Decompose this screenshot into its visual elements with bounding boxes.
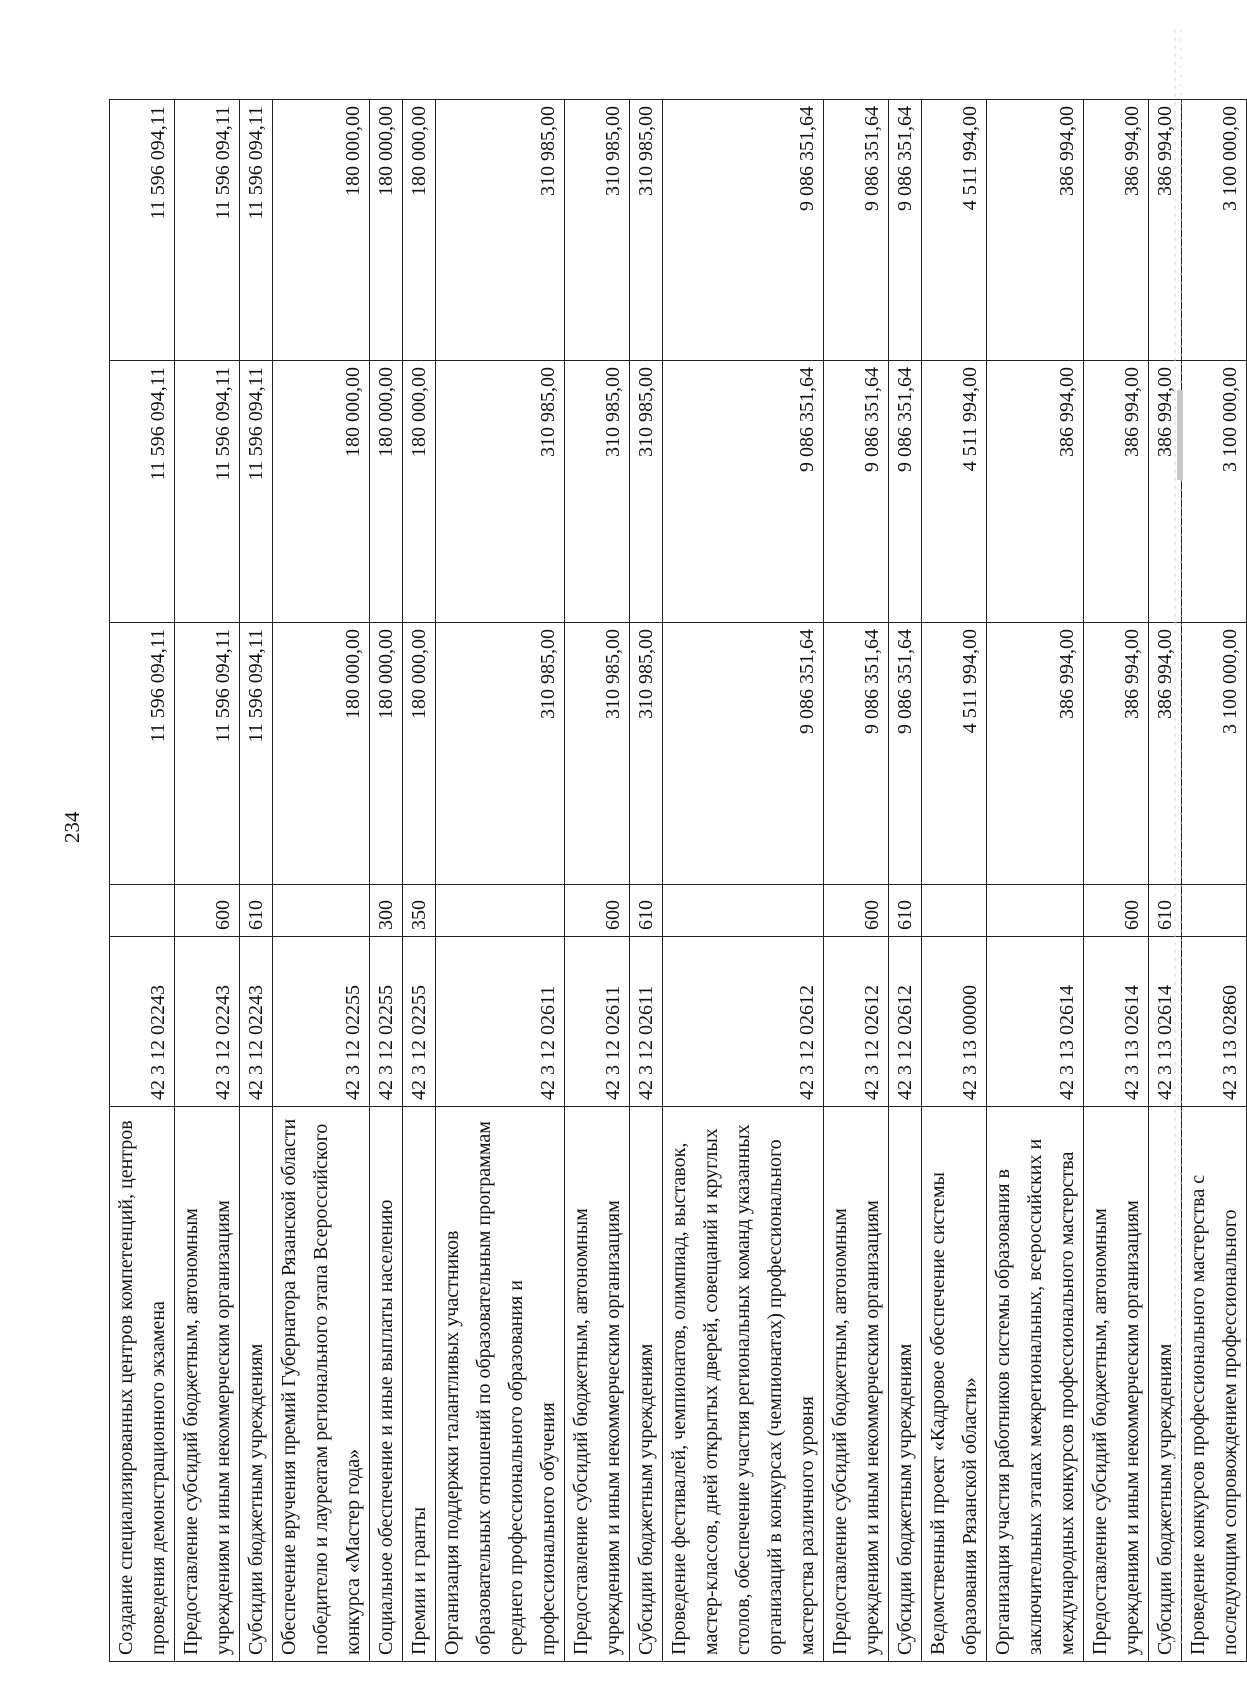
row-name-cell: Обеспечение вручения премий Губернатора Рязанской области победителю и лауреатам регионального этапа Всероссийского конкурса «Мастер года»: [273, 1107, 370, 1662]
row-value-2-cell: 310 985,00: [436, 361, 565, 623]
row-name-cell: Предоставление субсидий бюджетным, автономным учреждениям и иным некоммерческим организациям: [175, 1107, 240, 1662]
table-row: [889, 100, 922, 1662]
row-code-cell: 42 3 13 02860: [1182, 937, 1247, 1107]
table-row: [630, 100, 663, 1662]
budget-table: [109, 99, 1247, 1662]
page-number: 234: [60, 811, 84, 843]
row-expense-type-cell: [987, 885, 1084, 937]
row-value-1-cell: 310 985,00: [565, 623, 630, 885]
row-value-1-cell: 9 086 351,64: [889, 623, 922, 885]
row-name-cell: Предоставление субсидий бюджетным, автономным учреждениям и иным некоммерческим организациям: [824, 1107, 889, 1662]
row-name-cell: Субсидии бюджетным учреждениям: [1149, 1107, 1182, 1662]
row-name-cell: Проведение конкурсов профессионального мастерства с последующим сопровождением профессионального: [1182, 1107, 1247, 1662]
row-value-1-cell: 386 994,00: [1149, 623, 1182, 885]
row-expense-type-cell: 300: [370, 885, 403, 937]
table-row: [110, 100, 175, 1662]
row-name-cell: Организация поддержки талантливых участников образовательных отношений по образовательным программам среднего профессионального образования и профессионального обучения: [436, 1107, 565, 1662]
row-code-cell: 42 3 12 02612: [663, 937, 824, 1107]
row-value-2-cell: 180 000,00: [370, 361, 403, 623]
row-value-3-cell: 11 596 094,11: [110, 100, 175, 361]
row-value-2-cell: 11 596 094,11: [110, 361, 175, 623]
row-name-cell: Проведение фестивалей, чемпионатов, олимпиад, выставок, мастер-классов, дней открытых дверей, совещаний и круглых столов, обеспечение участия региональных команд указанных организаций в конкурсах (чемпионатах) профессионального мастерства различного уровня: [663, 1107, 824, 1662]
row-code-cell: 42 3 12 02612: [889, 937, 922, 1107]
row-value-2-cell: 9 086 351,64: [889, 361, 922, 623]
table-row: [1182, 100, 1247, 1662]
row-value-1-cell: 386 994,00: [1084, 623, 1149, 885]
row-value-1-cell: 11 596 094,11: [175, 623, 240, 885]
row-name-cell: Предоставление субсидий бюджетным, автономным учреждениям и иным некоммерческим организациям: [1084, 1107, 1149, 1662]
table-row: [824, 100, 889, 1662]
table-row: [922, 100, 987, 1662]
row-code-cell: 42 3 13 00000: [922, 937, 987, 1107]
row-value-2-cell: 310 985,00: [565, 361, 630, 623]
table-row: [565, 100, 630, 1662]
row-expense-type-cell: [1182, 885, 1247, 937]
row-value-1-cell: 3 100 000,00: [1182, 623, 1247, 885]
row-value-3-cell: 386 994,00: [1084, 100, 1149, 361]
row-name-cell: Премии и гранты: [403, 1107, 436, 1662]
row-value-1-cell: 310 985,00: [436, 623, 565, 885]
row-value-1-cell: 310 985,00: [630, 623, 663, 885]
row-value-2-cell: 3 100 000,00: [1182, 361, 1247, 623]
row-value-3-cell: 11 596 094,11: [175, 100, 240, 361]
row-value-3-cell: 4 511 994,00: [922, 100, 987, 361]
row-value-2-cell: 180 000,00: [273, 361, 370, 623]
row-expense-type-cell: 600: [565, 885, 630, 937]
scan-edge-marks: [1172, 30, 1186, 1650]
row-value-3-cell: 310 985,00: [565, 100, 630, 361]
table-row: [175, 100, 240, 1662]
row-code-cell: 42 3 12 02243: [240, 937, 273, 1107]
row-name-cell: Предоставление субсидий бюджетным, автономным учреждениям и иным некоммерческим организациям: [565, 1107, 630, 1662]
row-value-3-cell: 180 000,00: [273, 100, 370, 361]
row-code-cell: 42 3 13 02614: [1084, 937, 1149, 1107]
table-row: [436, 100, 565, 1662]
row-expense-type-cell: [436, 885, 565, 937]
table-row: [273, 100, 370, 1662]
row-value-2-cell: 310 985,00: [630, 361, 663, 623]
row-code-cell: 42 3 12 02611: [436, 937, 565, 1107]
row-value-3-cell: 180 000,00: [403, 100, 436, 361]
row-value-1-cell: 180 000,00: [370, 623, 403, 885]
row-expense-type-cell: 610: [889, 885, 922, 937]
row-expense-type-cell: 610: [1149, 885, 1182, 937]
row-expense-type-cell: 600: [175, 885, 240, 937]
row-value-1-cell: 180 000,00: [403, 623, 436, 885]
row-value-2-cell: 386 994,00: [987, 361, 1084, 623]
row-expense-type-cell: [273, 885, 370, 937]
row-code-cell: 42 3 12 02611: [565, 937, 630, 1107]
row-value-1-cell: 11 596 094,11: [110, 623, 175, 885]
table-body: [110, 100, 1247, 1662]
row-name-cell: Создание специализированных центров компетенций, центров проведения демонстрационного экзамена: [110, 1107, 175, 1662]
row-code-cell: 42 3 13 02614: [987, 937, 1084, 1107]
table-row: [1084, 100, 1149, 1662]
row-value-1-cell: 386 994,00: [987, 623, 1084, 885]
row-value-2-cell: 4 511 994,00: [922, 361, 987, 623]
row-expense-type-cell: 610: [630, 885, 663, 937]
row-value-1-cell: 4 511 994,00: [922, 623, 987, 885]
row-code-cell: 42 3 12 02255: [370, 937, 403, 1107]
row-expense-type-cell: 350: [403, 885, 436, 937]
table-row: [987, 100, 1084, 1662]
row-value-3-cell: 386 994,00: [1149, 100, 1182, 361]
row-value-1-cell: 11 596 094,11: [240, 623, 273, 885]
row-name-cell: Организация участия работников системы образования в заключительных этапах межрегиональных, всероссийских и международных конкурсов профессионального мастерства: [987, 1107, 1084, 1662]
row-value-3-cell: 310 985,00: [436, 100, 565, 361]
row-name-cell: Субсидии бюджетным учреждениям: [240, 1107, 273, 1662]
row-value-2-cell: 9 086 351,64: [663, 361, 824, 623]
row-value-3-cell: 3 100 000,00: [1182, 100, 1247, 361]
row-value-3-cell: 310 985,00: [630, 100, 663, 361]
row-value-2-cell: 386 994,00: [1149, 361, 1182, 623]
row-code-cell: 42 3 12 02255: [403, 937, 436, 1107]
row-value-3-cell: 386 994,00: [987, 100, 1084, 361]
table-row: [403, 100, 436, 1662]
row-value-1-cell: 180 000,00: [273, 623, 370, 885]
row-value-2-cell: 11 596 094,11: [240, 361, 273, 623]
row-value-3-cell: 11 596 094,11: [240, 100, 273, 361]
row-code-cell: 42 3 12 02243: [175, 937, 240, 1107]
row-value-2-cell: 180 000,00: [403, 361, 436, 623]
row-expense-type-cell: 610: [240, 885, 273, 937]
budget-table-container: [109, 100, 1247, 1662]
table-row: [370, 100, 403, 1662]
row-value-1-cell: 9 086 351,64: [663, 623, 824, 885]
row-code-cell: 42 3 12 02612: [824, 937, 889, 1107]
row-code-cell: 42 3 13 02614: [1149, 937, 1182, 1107]
row-name-cell: Социальное обеспечение и иные выплаты населению: [370, 1107, 403, 1662]
row-value-2-cell: 386 994,00: [1084, 361, 1149, 623]
row-expense-type-cell: 600: [824, 885, 889, 937]
row-expense-type-cell: 600: [1084, 885, 1149, 937]
row-value-3-cell: 9 086 351,64: [824, 100, 889, 361]
row-value-2-cell: 9 086 351,64: [824, 361, 889, 623]
row-value-3-cell: 180 000,00: [370, 100, 403, 361]
row-name-cell: Субсидии бюджетным учреждениям: [630, 1107, 663, 1662]
row-code-cell: 42 3 12 02243: [110, 937, 175, 1107]
row-name-cell: Ведомственный проект «Кадровое обеспечение системы образования Рязанской области»: [922, 1107, 987, 1662]
row-value-2-cell: 11 596 094,11: [175, 361, 240, 623]
row-expense-type-cell: [663, 885, 824, 937]
row-expense-type-cell: [110, 885, 175, 937]
row-code-cell: 42 3 12 02255: [273, 937, 370, 1107]
table-row: [240, 100, 273, 1662]
row-expense-type-cell: [922, 885, 987, 937]
row-value-3-cell: 9 086 351,64: [889, 100, 922, 361]
row-value-1-cell: 9 086 351,64: [824, 623, 889, 885]
table-row: [663, 100, 824, 1662]
row-code-cell: 42 3 12 02611: [630, 937, 663, 1107]
row-value-3-cell: 9 086 351,64: [663, 100, 824, 361]
row-name-cell: Субсидии бюджетным учреждениям: [889, 1107, 922, 1662]
